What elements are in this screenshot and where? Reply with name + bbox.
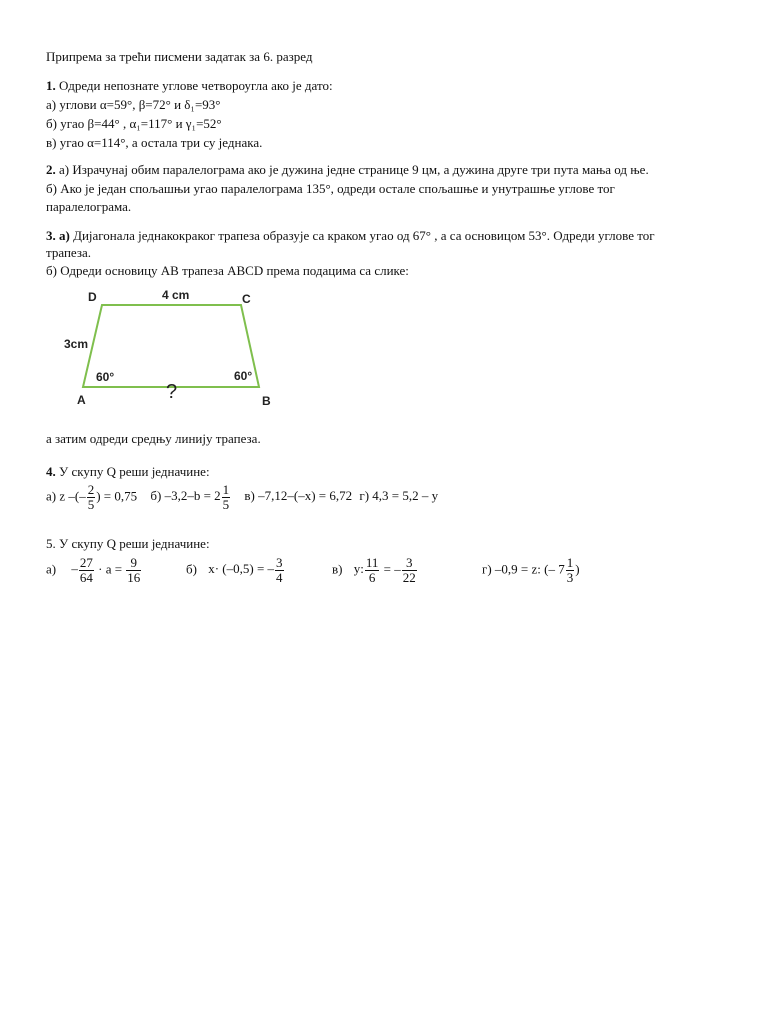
task5-a-label: а)	[46, 561, 57, 577]
task5-c-mid: = –	[383, 561, 401, 577]
angle-a-label: 60°	[96, 370, 115, 384]
fraction-denominator: 6	[365, 570, 380, 585]
task4-a-pre: а) z –(–	[46, 488, 86, 504]
top-side-length: 4 cm	[162, 288, 190, 302]
vertex-label-b: B	[262, 394, 271, 408]
task5-a-fraction2	[126, 556, 141, 585]
fraction-numerator: 9	[130, 555, 138, 570]
task3-a-label: а)	[59, 228, 70, 243]
task4-b-fraction	[222, 483, 231, 512]
task4-equations	[46, 483, 438, 512]
trapezoid-figure	[56, 283, 286, 413]
task1-a: а) углови α=59°, β=72° и δ₁=93°	[46, 97, 221, 112]
fraction-numerator: 1	[222, 482, 230, 497]
task1-c: в) угао α=114°, а остала три су једнака.	[46, 135, 263, 150]
task2-a-line	[46, 161, 649, 178]
task5-c-label: в)	[332, 561, 343, 577]
task3-a-line	[46, 227, 655, 244]
fraction-numerator: 11	[365, 555, 379, 570]
fraction-numerator: 3	[405, 555, 413, 570]
task4-c: в) –7,12–(–x) = 6,72	[244, 488, 353, 504]
task5-a-sign: –	[71, 561, 78, 577]
task5-d-fraction	[566, 556, 575, 585]
task5-c-fraction1	[365, 556, 380, 585]
fraction-denominator: 64	[79, 570, 93, 585]
task4-b-pre: б) –3,2–b = 2	[150, 488, 221, 504]
task5-a-fraction1	[79, 556, 94, 585]
task5-c	[332, 556, 418, 585]
fraction-numerator: 1	[566, 555, 574, 570]
task2-a: а) Израчунај обим паралелограма ако је дужина једне странице 9 цм, а дужина друге три пута мања од ње.	[59, 162, 649, 177]
task2-b2: паралелограма.	[46, 199, 132, 214]
task5-d-post: )	[575, 561, 580, 577]
task5-heading: 5. У скупу Q реши једначине:	[46, 536, 210, 551]
task4-number: 4.	[46, 464, 56, 479]
task2-number: 2.	[46, 162, 56, 177]
task1-text: Одреди непознате углове четвороугла ако је дато:	[59, 78, 333, 93]
task5-b-pre: x· (–0,5) = –	[208, 561, 275, 577]
task4-a-fraction	[87, 483, 96, 512]
task3-a1: Дијагонала једнакокраког трапеза образује са краком угао од 67° , а са основицом 53°. Одреди углове тог	[73, 228, 655, 243]
task3-number: 3.	[46, 228, 56, 243]
task4-d: г) 4,3 = 5,2 – y	[359, 488, 439, 504]
page-title: Припрема за трећи писмени задатак за 6. разред	[46, 49, 313, 64]
task1-b: б) угао β=44° , α₁=117° и γ₁=52°	[46, 116, 222, 131]
vertex-label-c: C	[242, 292, 251, 306]
task5-c-pre: y:	[353, 561, 364, 577]
task5-a-mid: · a =	[98, 561, 123, 577]
task3-after: а затим одреди средњу линију трапеза.	[46, 431, 261, 446]
unknown-base-label: ?	[166, 381, 178, 403]
task2-b1: б) Ако је један спољашњи угао паралелограма 135°, одреди остале спољашње и унутрашње углове тог	[46, 181, 615, 196]
task3-b: б) Одреди основицу AB трапеза ABCD према подацима са слике:	[46, 263, 409, 278]
task5-d	[482, 556, 580, 585]
task3-a2: трапеза.	[46, 245, 91, 260]
task5-b-fraction	[275, 556, 284, 585]
fraction-denominator: 5	[222, 497, 230, 512]
fraction-denominator: 5	[87, 497, 95, 512]
task5-b-label: б)	[186, 561, 197, 577]
task1-number: 1.	[46, 78, 56, 93]
fraction-denominator: 3	[566, 570, 574, 585]
task4-a-post: ) = 0,75	[96, 488, 138, 504]
angle-b-label: 60°	[234, 369, 253, 383]
fraction-denominator: 16	[127, 570, 141, 585]
task5-d-pre: г) –0,9 = z: (– 7	[482, 561, 565, 577]
task5-a	[46, 556, 142, 585]
fraction-numerator: 2	[87, 482, 95, 497]
fraction-numerator: 3	[276, 555, 283, 570]
fraction-denominator: 4	[276, 570, 283, 585]
fraction-denominator: 22	[402, 570, 416, 585]
task5-b	[186, 556, 285, 585]
fraction-numerator: 27	[79, 555, 93, 570]
task4-heading	[46, 463, 210, 480]
task5-c-fraction2	[402, 556, 417, 585]
vertex-label-a: A	[77, 393, 86, 407]
left-side-length: 3cm	[64, 337, 89, 351]
task1-heading	[46, 77, 333, 94]
vertex-label-d: D	[88, 290, 97, 304]
task4-text: У скупу Q реши једначине:	[59, 464, 210, 479]
